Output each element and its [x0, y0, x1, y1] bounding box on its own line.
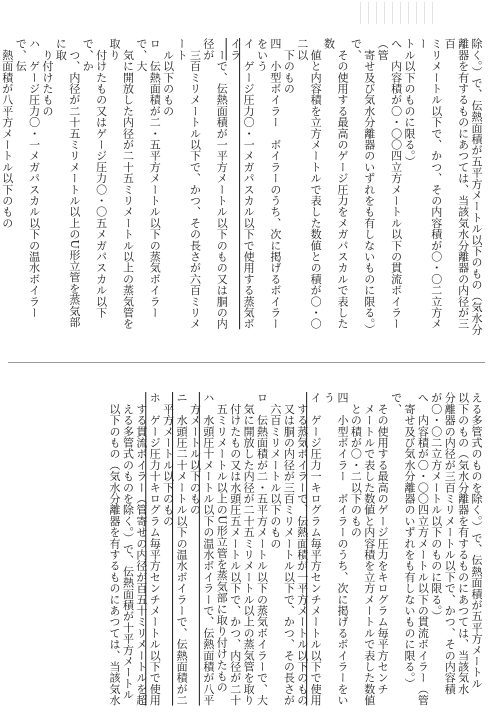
text-line: ハ ゲージ圧力〇・一メガパスカル以下の温水ボイラーで、伝 [14, 38, 41, 318]
text-line: 平方メートル以下のもの [161, 392, 175, 527]
section-heading: 四 小型ボイラー ボイラーのうち、次に掲げるボイラーをいう [255, 38, 282, 330]
top-edge-marks [360, 2, 440, 24]
text-line: える多管式のものを除く。）で、伝熱面積が十平方メートル [121, 392, 135, 701]
text-line: 除く。）で、伝熱面積が五平方メートル以下のもの（気水分 [470, 38, 483, 335]
text-line: 分離器の内径が三百ミリメートル以下で、かつ、その内容積 [443, 392, 457, 695]
text-line: ル以下のもの [161, 38, 175, 117]
text-line: ハ 水頭圧十メートル以下の温水ボイラーで、伝熱面積が八平 [201, 392, 215, 706]
text-line: する貫流ボイラー（管寄せの内径が百五十ミリメートルを超 [134, 392, 148, 706]
text-line: 以下のもの（気水分離器を有するものにあつては、当該気水 [108, 392, 122, 706]
text-line: イ ゲージ圧力〇・一メガパスカル以下で使用する蒸気ボイラ [228, 38, 256, 330]
text-line: 方メートル以下のもの [188, 392, 202, 516]
text-line: ロ 伝熱面積が二・五平方メートル以下の蒸気ボイラーで、大 [134, 38, 162, 318]
text-line: ーで、伝熱面積が一平方メートル以下のもの又は胴の内径が [201, 38, 229, 330]
text-line: ニ 水頭圧二十メートル以下の温水ボイラーで、伝熱面積が二 [175, 392, 189, 706]
text-line: り付けたもの [41, 38, 54, 117]
text-line: イ ゲージ圧力一キログラム毎平方センチメートル以下で使用 [309, 392, 323, 706]
text-line: ミリメートル以下で、かつ、その内容積が〇・〇二立方メー [416, 38, 443, 330]
text-line: ロ 伝熱面積が二・五平方メートル以下の蒸気ボイラーで、大 [255, 392, 269, 706]
text-line: 以下のもの（気水分離器を有するものにあつては、当該気水 [456, 392, 470, 695]
text-line: 五ミリメートル以上のU形立管を蒸気部に取り付けたもの [215, 392, 229, 693]
text-line: 熱面積が八平方メートル以下のもの [0, 38, 14, 229]
text-line: 付けたもの又はゲージ圧力〇・〇五メガパスカル以下で、か [81, 38, 108, 318]
text-line: へ 内容積が〇・〇〇四立方メートル以下の貫流ボイラー（管 [416, 392, 430, 706]
text-line: へ 内容積が〇・〇〇四立方メートル以下の貫流ボイラー（管 [376, 38, 403, 330]
text-line: との積が〇・二以下のもの [349, 392, 363, 538]
text-line: 付けたもの又は水頭圧五メートル以下で、かつ、内径が二十 [228, 392, 242, 706]
text-line: 寄せ及び気水分離器のいずれをも有しないものに限る。）で、 [389, 392, 416, 689]
text-line: 離器を有するものにあつては、当該気水分離器の内径が三百 [443, 38, 470, 330]
text-line: える多管式のものを除く。）で、伝熱面積が五平方メートル [470, 392, 483, 689]
text-line: 寄せ及び気水分離器のいずれをも有しないものに限る。）で、 [349, 38, 376, 335]
original-text-block [10, 392, 483, 706]
section-divider [8, 362, 485, 363]
text-line: 値と内容積を立方メートルで表した数値との積が〇・〇二以 [295, 38, 323, 330]
text-line: メートルで表した数値と内容積を立方メートルで表した数値 [362, 392, 376, 706]
text-line: 下のもの [282, 38, 296, 94]
text-line: 三百ミリメートル以下で、かつ、その長さが六百ミリメート [175, 38, 202, 330]
text-line: 気に開放した内径が二十五ミリメートル以上の蒸気管を取り [242, 392, 256, 706]
section-heading: 四 小型ボイラー ボイラーのうち、次に掲げるボイラーをいう [322, 392, 349, 706]
text-line: 気に開放した内径が二十五ミリメートル以上の蒸気管を取り [108, 38, 135, 330]
text-line: 又は胴の内径が三百ミリメートル以下で、かつ、その長さが [282, 392, 296, 706]
text-line: が〇・〇二立方メートル以下のものに限る。） [429, 392, 443, 622]
text-line: する蒸気ボイラーで、伝熱面積が一平方メートル以下のもの [295, 392, 309, 706]
text-line: 六百ミリメートル以下のもの [268, 392, 282, 549]
text-line: トル以下のものに限る。） [402, 38, 416, 167]
text-line: その使用する最高のゲージ圧力をメガパスカルで表した数 [322, 38, 349, 330]
revised-text-block [0, 38, 483, 338]
text-line: ホ ゲージ圧力十キログラム毎平方センチメートル以下で使用 [148, 392, 162, 706]
text-line: つ、内径が二十五ミリメートル以上のU形立管を蒸気部に取 [54, 38, 81, 328]
text-line: その使用する最高のゲージ圧力をキログラム毎平方センチ [376, 392, 390, 695]
